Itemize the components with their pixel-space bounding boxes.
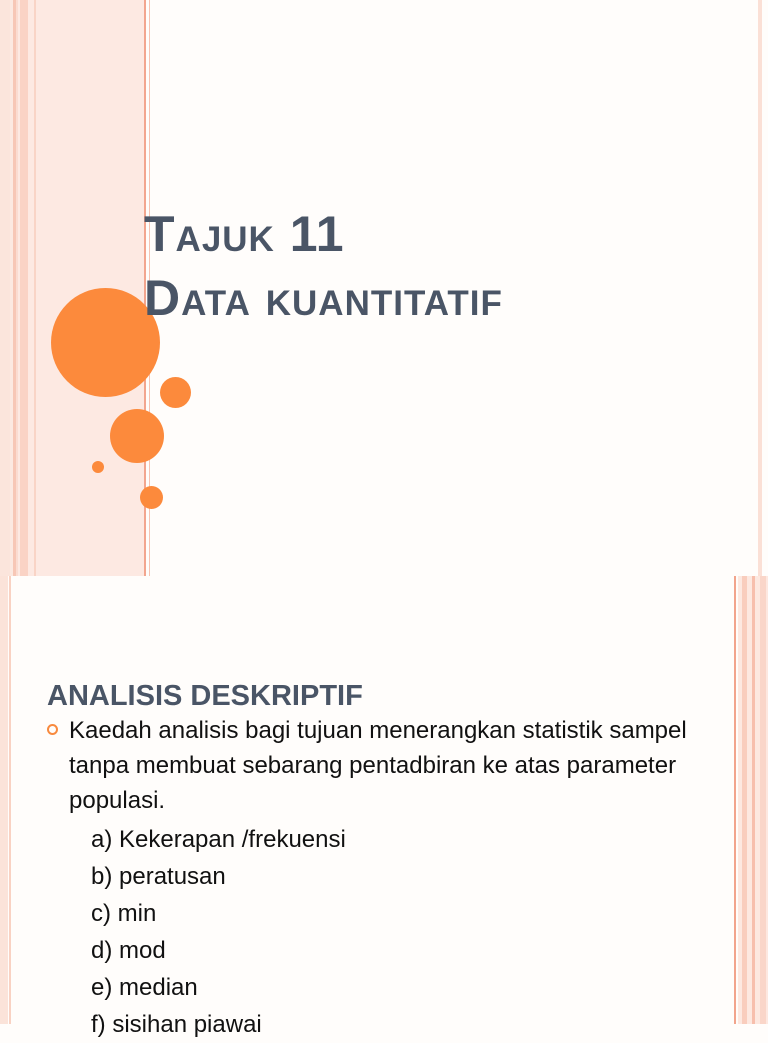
left-decorative-edge [0, 576, 8, 1024]
decorative-stripe [734, 576, 736, 1024]
bullet-point [47, 713, 687, 1043]
list-item: c) min [91, 900, 157, 927]
list-item: e) median [91, 974, 198, 1001]
medium-orange-circle [110, 409, 164, 463]
list-item: d) mod [91, 937, 166, 964]
decorative-stripe [13, 0, 16, 576]
content-slide [0, 576, 768, 1038]
sub-list [91, 821, 687, 1043]
decorative-stripe [760, 576, 766, 1024]
tiny-orange-circle [92, 461, 104, 473]
title-line-1: Tajuk 11 [144, 205, 345, 262]
small-orange-circle [160, 377, 191, 408]
decorative-stripe [742, 576, 747, 1024]
title-line-2: Data kuantitatif [144, 269, 503, 326]
decorative-stripe [20, 0, 28, 576]
list-item: a) Kekerapan /frekuensi [91, 826, 346, 853]
bullet-text: Kaedah analisis bagi tujuan menerangkan statistik sampel tanpa membuat sebarang pentadbiran ke atas parameter populasi. [69, 717, 687, 814]
small-orange-circle [140, 486, 163, 509]
slide-title [144, 202, 503, 330]
left-decorative-edge [9, 576, 11, 1024]
decorative-stripe [34, 0, 36, 576]
ring-bullet-icon [47, 724, 58, 735]
list-item: b) peratusan [91, 863, 226, 890]
slide-heading: ANALISIS DESKRIPTIF [47, 680, 363, 713]
decorative-stripe [758, 0, 762, 576]
list-item: f) sisihan piawai [91, 1011, 262, 1038]
decorative-stripe [752, 576, 755, 1024]
